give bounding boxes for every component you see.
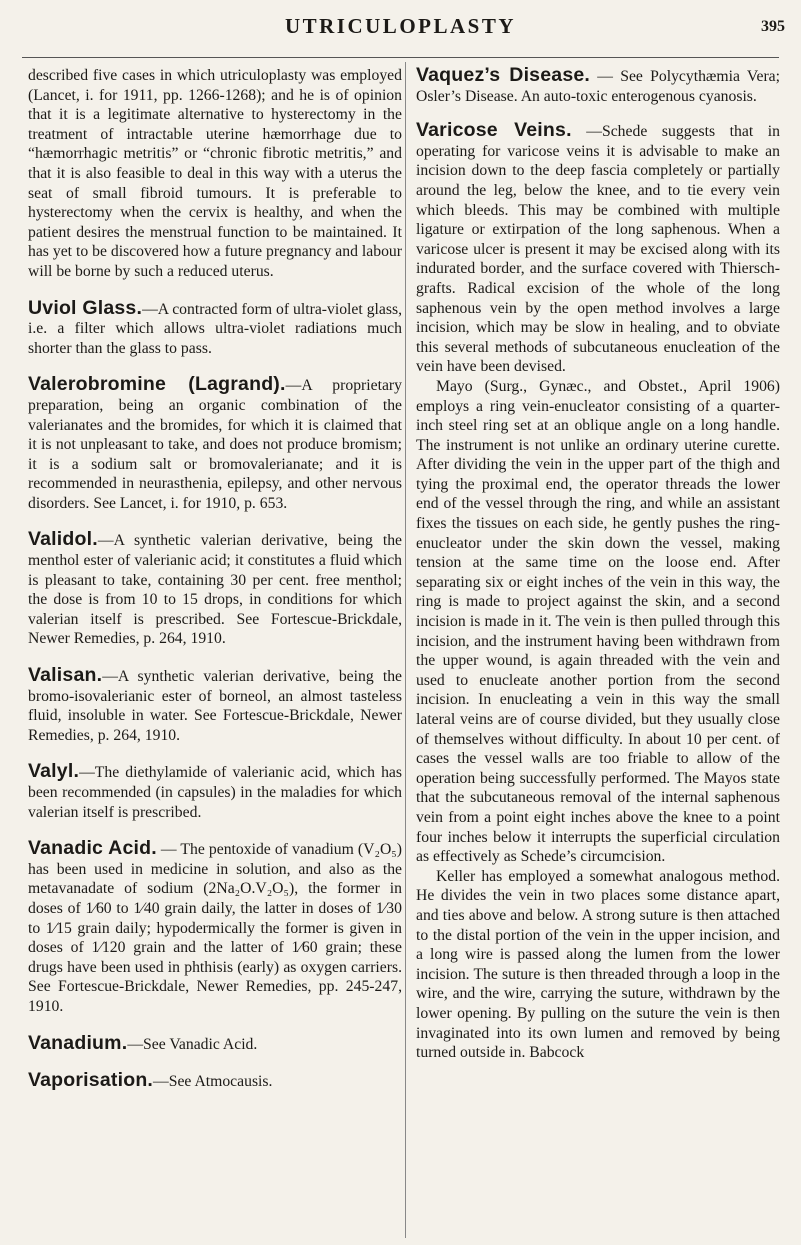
entry-term: Vaporisation. [28,1069,154,1092]
keller-paragraph: Keller has employed a somewhat analogous method. He divides the vein in two places some distance apart, and ties above and below. A strong suture is then attached to the distal portion of the vein in the upper incision, and a long wire is passed along the lumen from the lower incision. The suture is then threaded through a loop in the wire, and the wire, carrying the suture, withdrawn by the lower opening. By pulling on the suture the vein is then invaginated into its own lumen and removed by being turned outside in. Babcock [416,867,780,1062]
intro-paragraph: described five cases in which utriculoplasty was employed (Lancet, i. for 1911, pp. 1266-1268); and he is of opinion that it is a legitimate alternative to hysterectomy in the treatment of intractable uterine hæmorrhage due to “hæmorrhagic metritis” or “chronic fibrotic metritis,” and that it is also feasible to deal in this way with a uterus the seat of small fibroid tumours. It is preferable to hysterectomy when the cervix is healthy, and when the patient desires the menstrual function to be maintained. It has yet to be discovered how a future pregnancy and labour will be borne by such a reduced uterus. [28,67,402,280]
entry-vanadium [28,1031,402,1055]
entry-vaporisation [28,1071,402,1092]
entry-body: —A contracted form of ultra-violet glass, i.e. a filter which allows ultra-violet radiations much shorter than the glass to pass. [28,300,403,357]
entry-term: Vanadic Acid. [28,837,157,860]
running-head: UTRICULOPLASTY [284,14,517,38]
column-divider [405,62,406,1238]
page-header [0,0,801,58]
mayo-paragraph: Mayo (Surg., Gynæc., and Obstet., April 1906) employs a ring vein-enucleator consisting of a quarter-inch steel ring set at an oblique angle on a long handle. The instrument is not unlike an ordinary uterine curette. After dividing the vein in the upper part of the thigh and tying the proximal end, the operator threads the lower end of the vessel through the ring, and while an assistant fixes the tissues on each side, he gently pushes the ring-enucleator under the skin down the vessel, making tension at the same time on the loose end. After separating six or eight inches of the vein in this way, the ring is made to project against the skin, and a second incision is made in it. The vein is then pulled through this incision, and the instrument having been withdrawn from the upper wound, is again threaded with the vein and used to enucleate another portion from the second incision. In enucleating a vein in this way the small lateral veins are of course divided, but they usually close of themselves without difficulty. In about 10 per cent. of cases the vessel walls are too friable to allow of the operation being successfully performed. The Mayos state that the subcutaneous removal of the internal saphenous vein from a point eight inches above the knee to a point four inches below it interrupts the superficial circulation as effectively as Schede’s circumcision. [416,377,780,866]
entry-body: —A proprietary preparation, being an organic combination of the valerianates and the bromides, for which it is claimed that it is not unpleasant to take, and does not produce bromism; it is a sodium salt or bromovalerianate; and it is recommended in neurasthenia, epilepsy, and other nervous disorders. See Lancet, i. for 1910, p. 653. [28,377,402,512]
right-column [416,66,780,1063]
entry-valerobromine [28,375,402,513]
entry-term: Varicose Veins. [416,119,572,142]
entry-body: —A synthetic valerian derivative, being the menthol ester of valerianic acid; it constitutes a fluid which is pleasant to take, containing 30 per cent. free menthol; the dose is from 10 to 15 drops, in conditions for which valerian itself is prescribed. See Fortescue-Brickdale, Newer Remedies, p. 264, 1910. [28,532,402,648]
entry-body: —Schede suggests that in operating for varicose veins it is advisable to make an incision down to the deep fascia completely or partially around the leg, below the knee, and to tie every vein which bleeds. This may be combined with multiple ligature or extirpation of the long saphenous. When a varicose ulcer is present it may be excised along with its indurated border, and the surface covered with Thiersch-grafts. Radical excision of the whole of the long saphenous vein by the open method involves a large incision, which may be slow in healing, and to obviate this several methods of subcutaneous enucleation of the vein have been devised. [416,123,780,376]
entry-term: Valyl. [28,760,80,783]
left-column [28,66,402,1109]
entry-body: —See Vanadic Acid. [127,1035,258,1053]
entry-body: — See Polycythæmia Vera; Osler’s Disease. An auto-toxic enterogenous cyanosis. [416,68,780,105]
entry-valisan [28,666,402,745]
entry-term: Vanadium. [28,1031,128,1054]
entry-valyl [28,762,402,822]
entry-term: Uviol Glass. [28,296,143,319]
entry-term: Validol. [28,528,98,551]
entry-term: Valerobromine (Lagrand). [28,373,286,396]
entry-body: —The diethylamide of valerianic acid, which has been recommended (in capsules) in the maladies for which valerian itself is prescribed. [28,764,402,821]
entry-term: Vaquez’s Disease. [416,64,591,86]
entry-uviol-glass [28,296,403,359]
entry-vaquez-disease [416,66,780,106]
page-number: 395 [761,18,785,35]
entry-term: Valisan. [28,664,103,687]
entry-body: —See Atmocausis. [153,1073,273,1091]
entry-validol [28,530,402,649]
header-rule [22,57,779,58]
entry-body: —A synthetic valerian derivative, being the bromo-isovalerianic ester of borneol, an almost tasteless fluid, insoluble in water. See Fortescue-Brickdale, Newer Remedies, p. 264, 1910. [28,668,402,744]
entry-body: — The pentoxide of vanadium (V₂O₅) has been used in medicine in solution, and also as the metavanadate of sodium (2Na₂O.V₂O₅), the former in doses of 1⁄60 to 1⁄40 grain daily, the latter in doses of 1⁄30 to 1⁄15 grain daily; hypodermically the former is given in doses of 1⁄120 grain and the latter of 1⁄60 grain; these drugs have been used in phthisis (early) as oxygen carriers. See Fortescue-Brickdale, Newer Remedies, pp. 245-247, 1910. [28,841,402,1015]
entry-varicose-veins [416,121,780,377]
entry-vanadic-acid [28,839,402,1016]
